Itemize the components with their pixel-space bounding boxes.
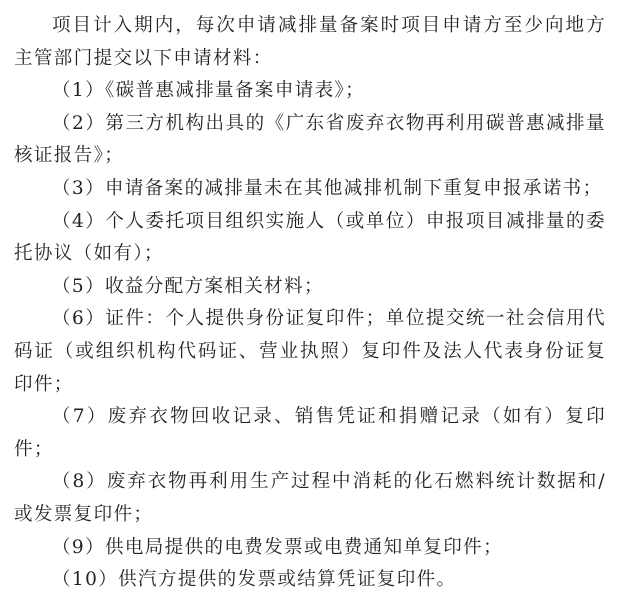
list-item-5: （5）收益分配方案相关材料； bbox=[52, 275, 324, 297]
list-item-7: （7）废弃衣物回收记录、销售凭证和捐赠记录（如有）复印件； bbox=[14, 406, 606, 460]
list-item-3: （3）申请备案的减排量未在其他减排机制下重复申报承诺书； bbox=[52, 177, 603, 199]
list-item-10: （10）供汽方提供的发票或结算凭证复印件。 bbox=[52, 569, 457, 591]
list-item-4: （4）个人委托项目组织实施人（或单位）申报项目减排量的委托协议（如有）； bbox=[14, 210, 606, 265]
intro-paragraph: 项目计入期内，每次申请减排量备案时项目申请方至少向地方主管部门提交以下申请材料： bbox=[14, 15, 606, 69]
list-item-1: （1）《碳普惠减排量备案申请表》； bbox=[52, 80, 366, 102]
list-item-6: （6）证件：个人提供身份证复印件；单位提交统一社会信用代码证（或组织机构代码证、营业执照）复印件及法人代表身份证复印件； bbox=[14, 308, 606, 395]
list-item-8: （8）废弃衣物再利用生产过程中消耗的化石燃料统计数据和/或发票复印件； bbox=[14, 471, 606, 525]
list-item-9: （9）供电局提供的电费发票或电费通知单复印件； bbox=[52, 536, 503, 558]
list-item-2: （2）第三方机构出具的《广东省废弃衣物再利用碳普惠减排量核证报告》； bbox=[14, 112, 606, 167]
